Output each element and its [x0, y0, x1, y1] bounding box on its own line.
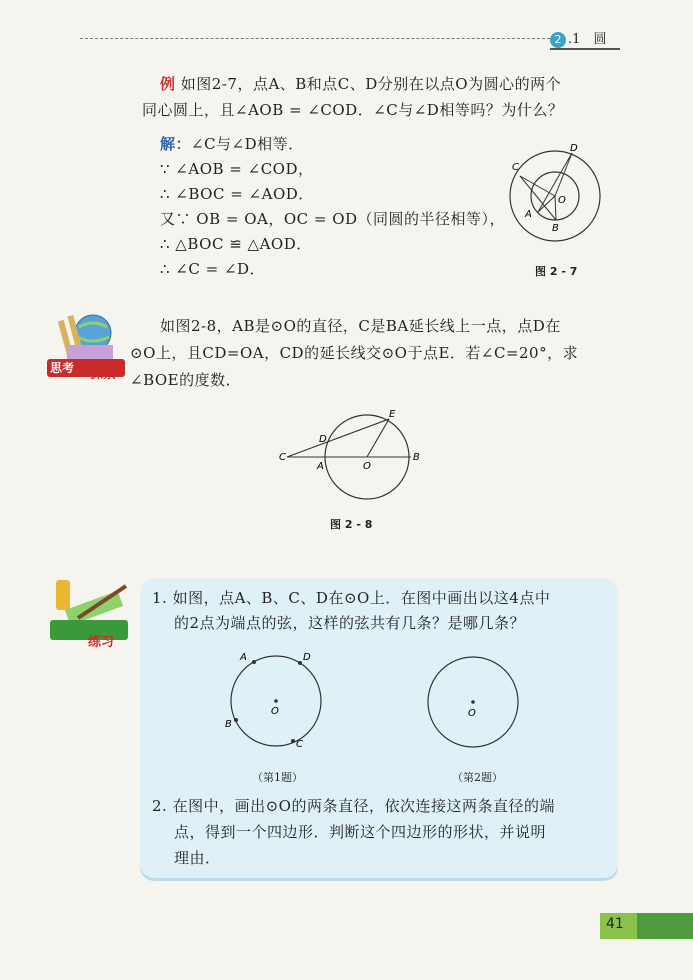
practice-q2-line-3: 理由． — [174, 849, 221, 867]
practice-q1-line-1: 1. 如图，点A、B、C、D在⊙O上．在图中画出以这4点中 — [152, 589, 551, 607]
pf2-label-o: O — [468, 708, 476, 719]
think-line-2: ⊙O上，且CD=OA，CD的延长线交⊙O于点E．若∠C=20°，求 — [130, 344, 579, 362]
think-line-1: 如图2-8，AB是⊙O的直径，C是BA延长线上一点，点D在 — [160, 317, 561, 335]
example-text-1: 如图2-7，点A、B和点C、D分别在以点O为圆心的两个 — [180, 75, 562, 93]
practice-q2-line-1: 2. 在图中，画出⊙O的两条直径，依次连接这两条直径的端 — [152, 797, 555, 815]
solution-line-3: ∴ ∠BOC = ∠AOD． — [160, 185, 314, 203]
pf1-label-d: D — [303, 652, 311, 663]
fig27-label-b: B — [552, 223, 559, 234]
solution-line-1 — [160, 132, 304, 157]
section-header — [550, 28, 620, 50]
think-icon-label-1: 思考 — [50, 361, 75, 375]
fig27-label-a: A — [525, 209, 532, 220]
practice-icon-label: 练习 — [88, 635, 115, 650]
fig27-label-d: D — [570, 143, 578, 154]
section-number-badge: 2 — [550, 32, 566, 48]
think-icon-label-2: 探索 — [90, 367, 117, 382]
fig28-label-o: O — [363, 461, 371, 472]
example-line-1 — [160, 72, 620, 97]
solution-line-6: ∴ ∠C = ∠D． — [160, 260, 266, 278]
fig28-label-d: D — [319, 434, 327, 445]
solution-line-4: 又∵ OB = OA，OC = OD（同圆的半径相等）， — [160, 210, 506, 228]
practice-figure-2 — [420, 652, 530, 752]
think-line-3: ∠BOE的度数． — [130, 371, 242, 389]
page-number: 41 — [606, 916, 624, 932]
fig27-label-c: C — [512, 162, 519, 173]
solution-line-2: ∵ ∠AOB = ∠COD， — [160, 160, 314, 178]
header-rule — [80, 38, 550, 39]
figure-2-8-caption: 图 2 - 8 — [330, 518, 373, 531]
solution-text-1: ∠C与∠D相等． — [191, 135, 304, 153]
fig28-label-e: E — [389, 409, 396, 420]
solution-label: 解： — [160, 135, 192, 153]
pf1-label-a: A — [240, 652, 247, 663]
practice-q1-line-2: 的2点为端点的弦，这样的弦共有几条？是哪几条？ — [174, 614, 526, 632]
pf1-label-c: C — [296, 739, 303, 750]
practice-figure-1 — [220, 648, 330, 753]
practice-q2-line-2: 点，得到一个四边形．判断这个四边形的形状，并说明 — [174, 823, 547, 841]
practice-figure-2-caption: （第2题） — [452, 771, 503, 784]
example-label: 例 — [160, 75, 176, 93]
fig28-label-b: B — [413, 452, 420, 463]
section-title: 圆 — [593, 32, 607, 47]
figure-2-7-caption: 图 2 - 7 — [535, 265, 578, 278]
fig28-label-c: C — [279, 452, 286, 463]
figure-2-8 — [275, 405, 435, 505]
example-line-2: 同心圆上，且∠AOB = ∠COD．∠C与∠D相等吗？为什么？ — [142, 101, 564, 119]
pf1-label-o: O — [271, 706, 279, 717]
figure-2-7 — [500, 140, 610, 250]
solution-line-5: ∴ △BOC ≌ △AOD． — [160, 235, 312, 253]
fig27-label-o: O — [558, 195, 566, 206]
fig28-label-a: A — [317, 461, 324, 472]
pf1-label-b: B — [225, 719, 232, 730]
section-number-suffix: .1 — [568, 32, 581, 47]
practice-figure-1-caption: （第1题） — [252, 771, 303, 784]
